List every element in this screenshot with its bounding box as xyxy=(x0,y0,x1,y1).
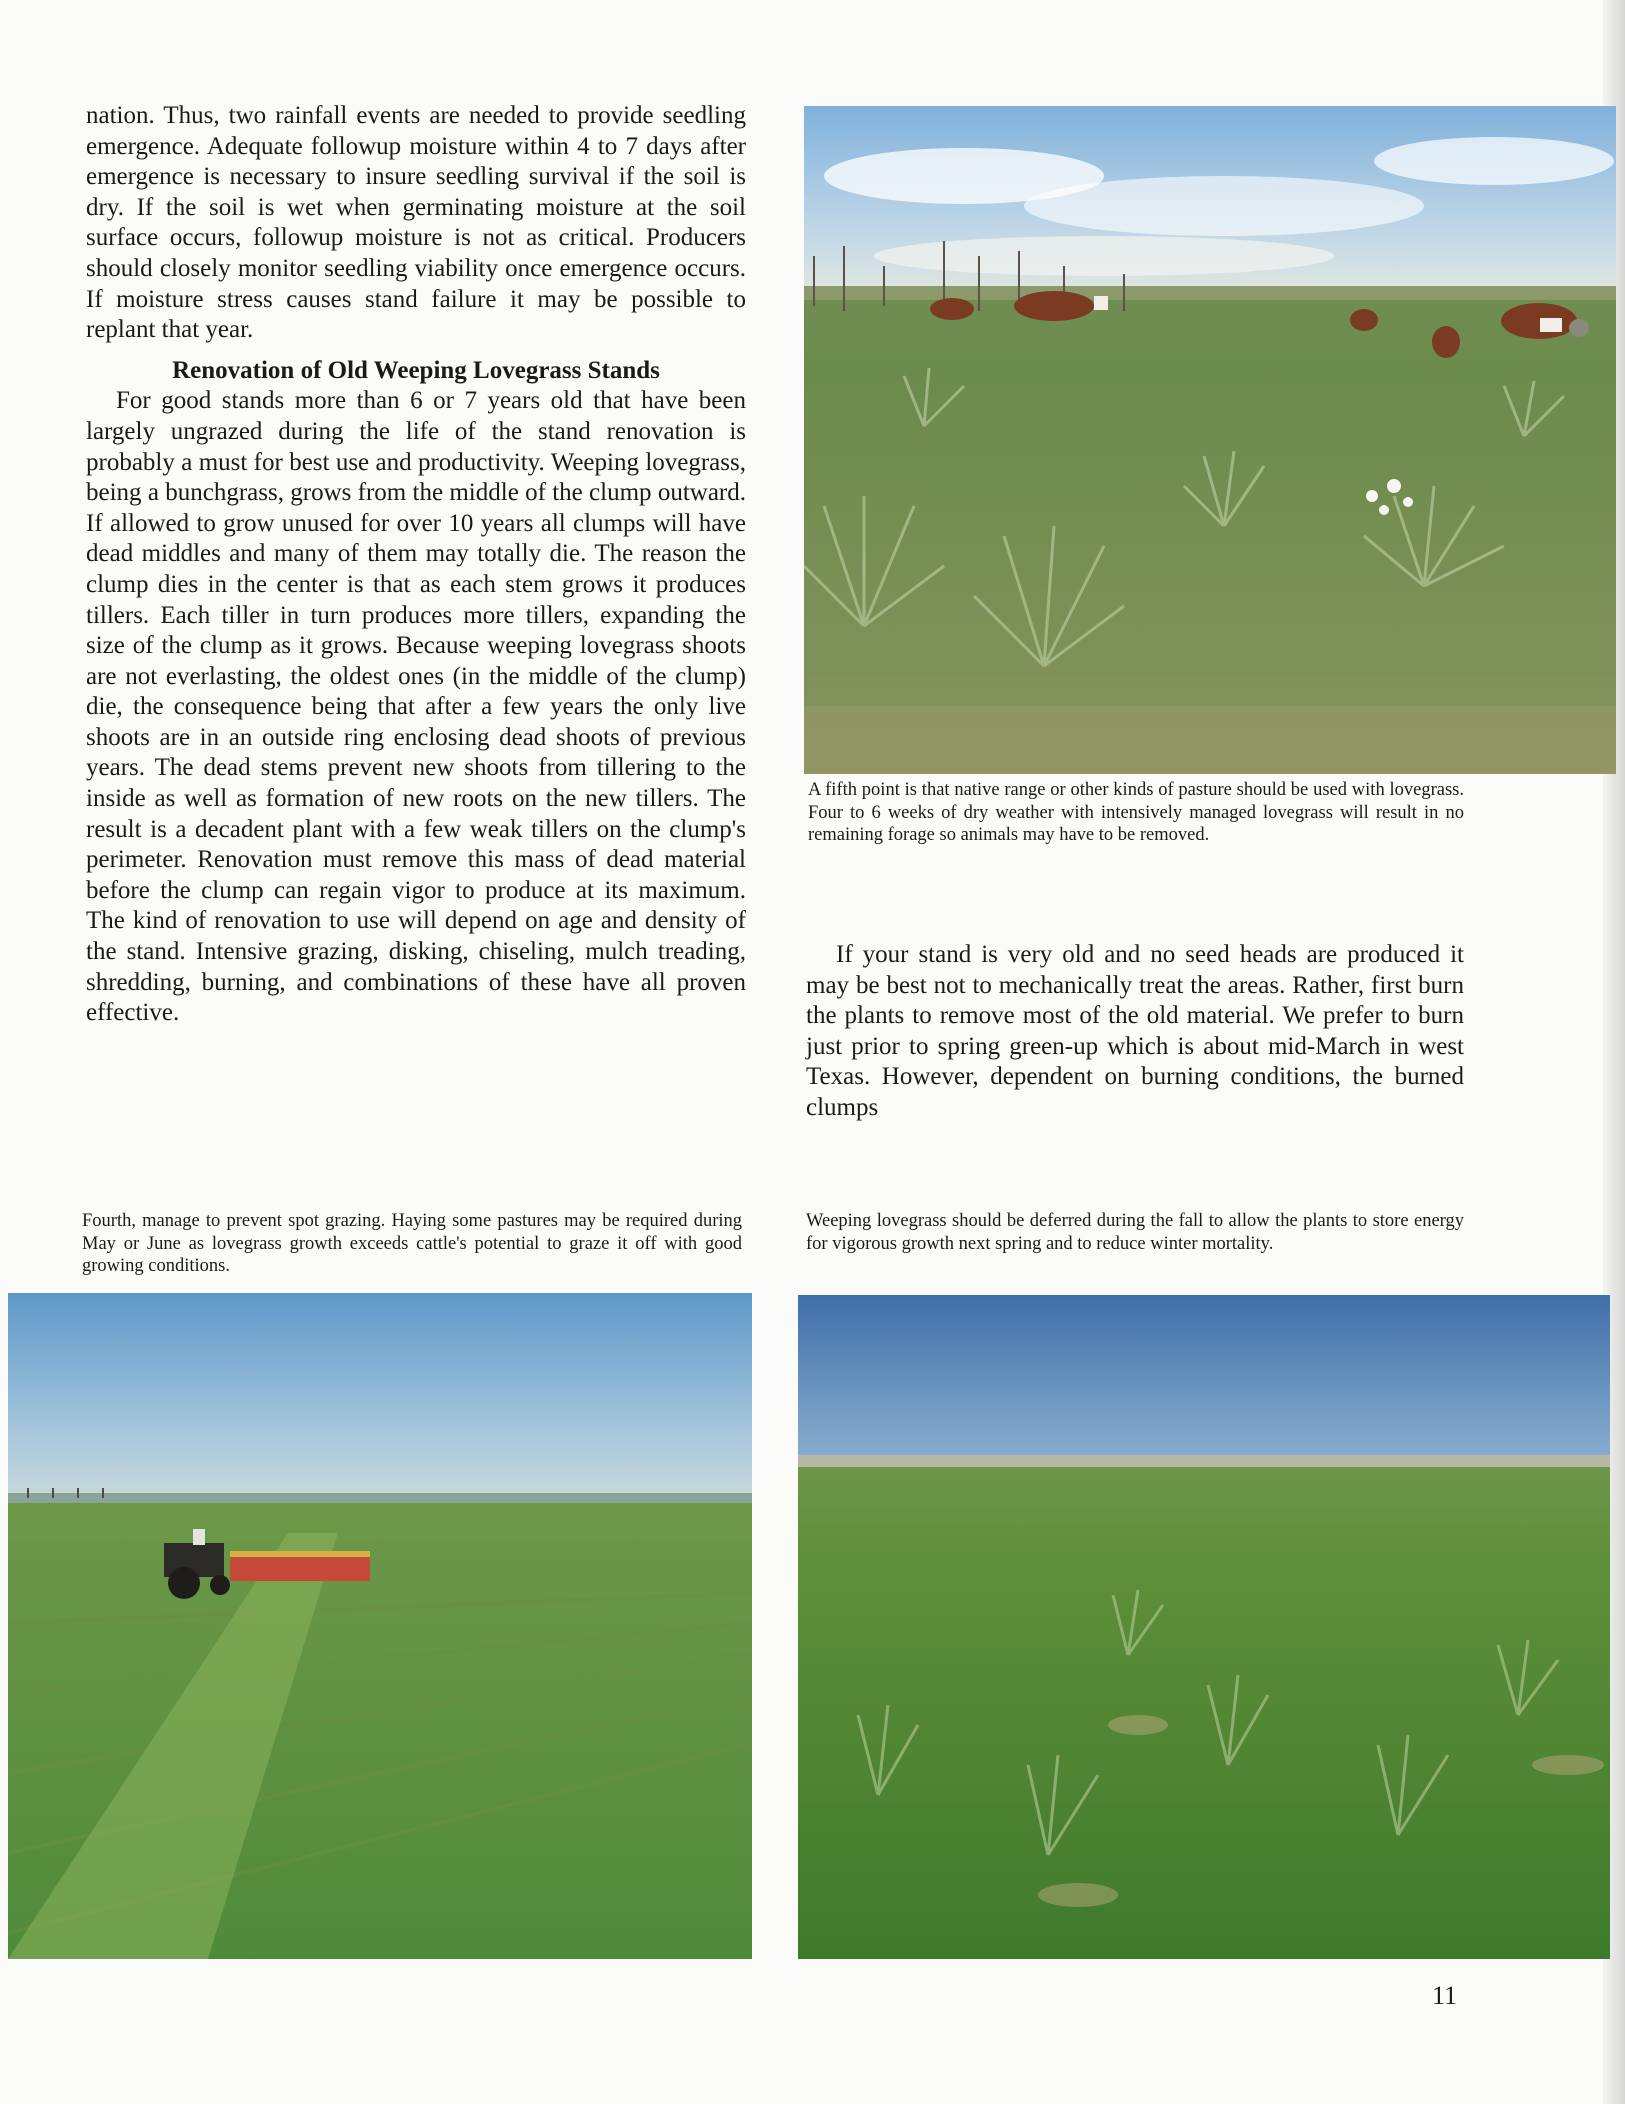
tractor-photo-caption: Fourth, manage to prevent spot grazing. Haying some pastures may be required during May or June as lovegrass growth exceeds cattle's potential to graze it off with good growing conditions. xyxy=(82,1211,742,1276)
section-heading: Renovation of Old Weeping Lovegrass Stands xyxy=(172,356,660,384)
tractor-haying-photo xyxy=(8,1293,752,1959)
cattle-pasture-photo xyxy=(804,106,1616,774)
right-text-column xyxy=(806,940,1464,1124)
cattle-photo-caption: A fifth point is that native range or other kinds of pasture should be used with lovegrass. Four to 6 weeks of dry weather with intensively managed lovegrass will result in no remaining forage so animals may have to be removed. xyxy=(808,780,1464,845)
lovegrass-grassland-photo xyxy=(798,1295,1610,1959)
burn-paragraph: If your stand is very old and no seed heads are produced it may be best not to mechanically treat the areas. Rather, first burn the plants to remove most of the old material. We prefer to burn just prior to spring green-up which is about mid-March in west Texas. However, dependent on burning conditions, the burned clumps xyxy=(806,941,1464,1121)
renovation-paragraph: For good stands more than 6 or 7 years old that have been largely ungrazed during the life of the stand renovation is probably a must for best use and productivity. Weeping lovegrass, being a bunchgrass, grows from the middle of the clump outward. If allowed to grow unused for over 10 years all clumps will have dead middles and many of them may totally die. The reason the clump dies in the center is that as each stem grows it produces tillers. Each tiller in turn produces more tillers, expanding the size of the clump as it grows. Because weeping lovegrass shoots are not everlasting, the oldest ones (in the middle of the clump) die, the consequence being that after a few years the only live shoots are in an outside ring enclosing dead shoots of previous years. The dead stems prevent new shoots from tillering to the inside as well as formation of new roots on the new tillers. The result is a decadent plant with a few weak tillers on the clump's perimeter. Renovation must remove this mass of dead material before the clump can regain vigor to produce at its maximum. The kind of renovation to use will depend on age and density of the stand. Intensive grazing, disking, chiseling, mulch treading, shredding, burning, and combinations of these have all proven effective. xyxy=(86,387,746,1027)
page-number: 11 xyxy=(1432,1981,1458,2010)
grassland-photo-caption: Weeping lovegrass should be deferred during the fall to allow the plants to store energy for vigorous growth next spring and to reduce winter mortality. xyxy=(806,1211,1464,1254)
intro-paragraph: nation. Thus, two rainfall events are needed to provide seedling emergence. Adequate followup moisture within 4 to 7 days after emergence is necessary to insure seedling survival if the soil is dry. If the soil is wet when germinating moisture at the soil surface occurs, followup moisture is not as critical. Producers should closely monitor seedling viability once emergence occurs. If moisture stress causes stand failure it may be possible to replant that year. xyxy=(86,102,746,344)
left-text-column xyxy=(86,101,746,1029)
